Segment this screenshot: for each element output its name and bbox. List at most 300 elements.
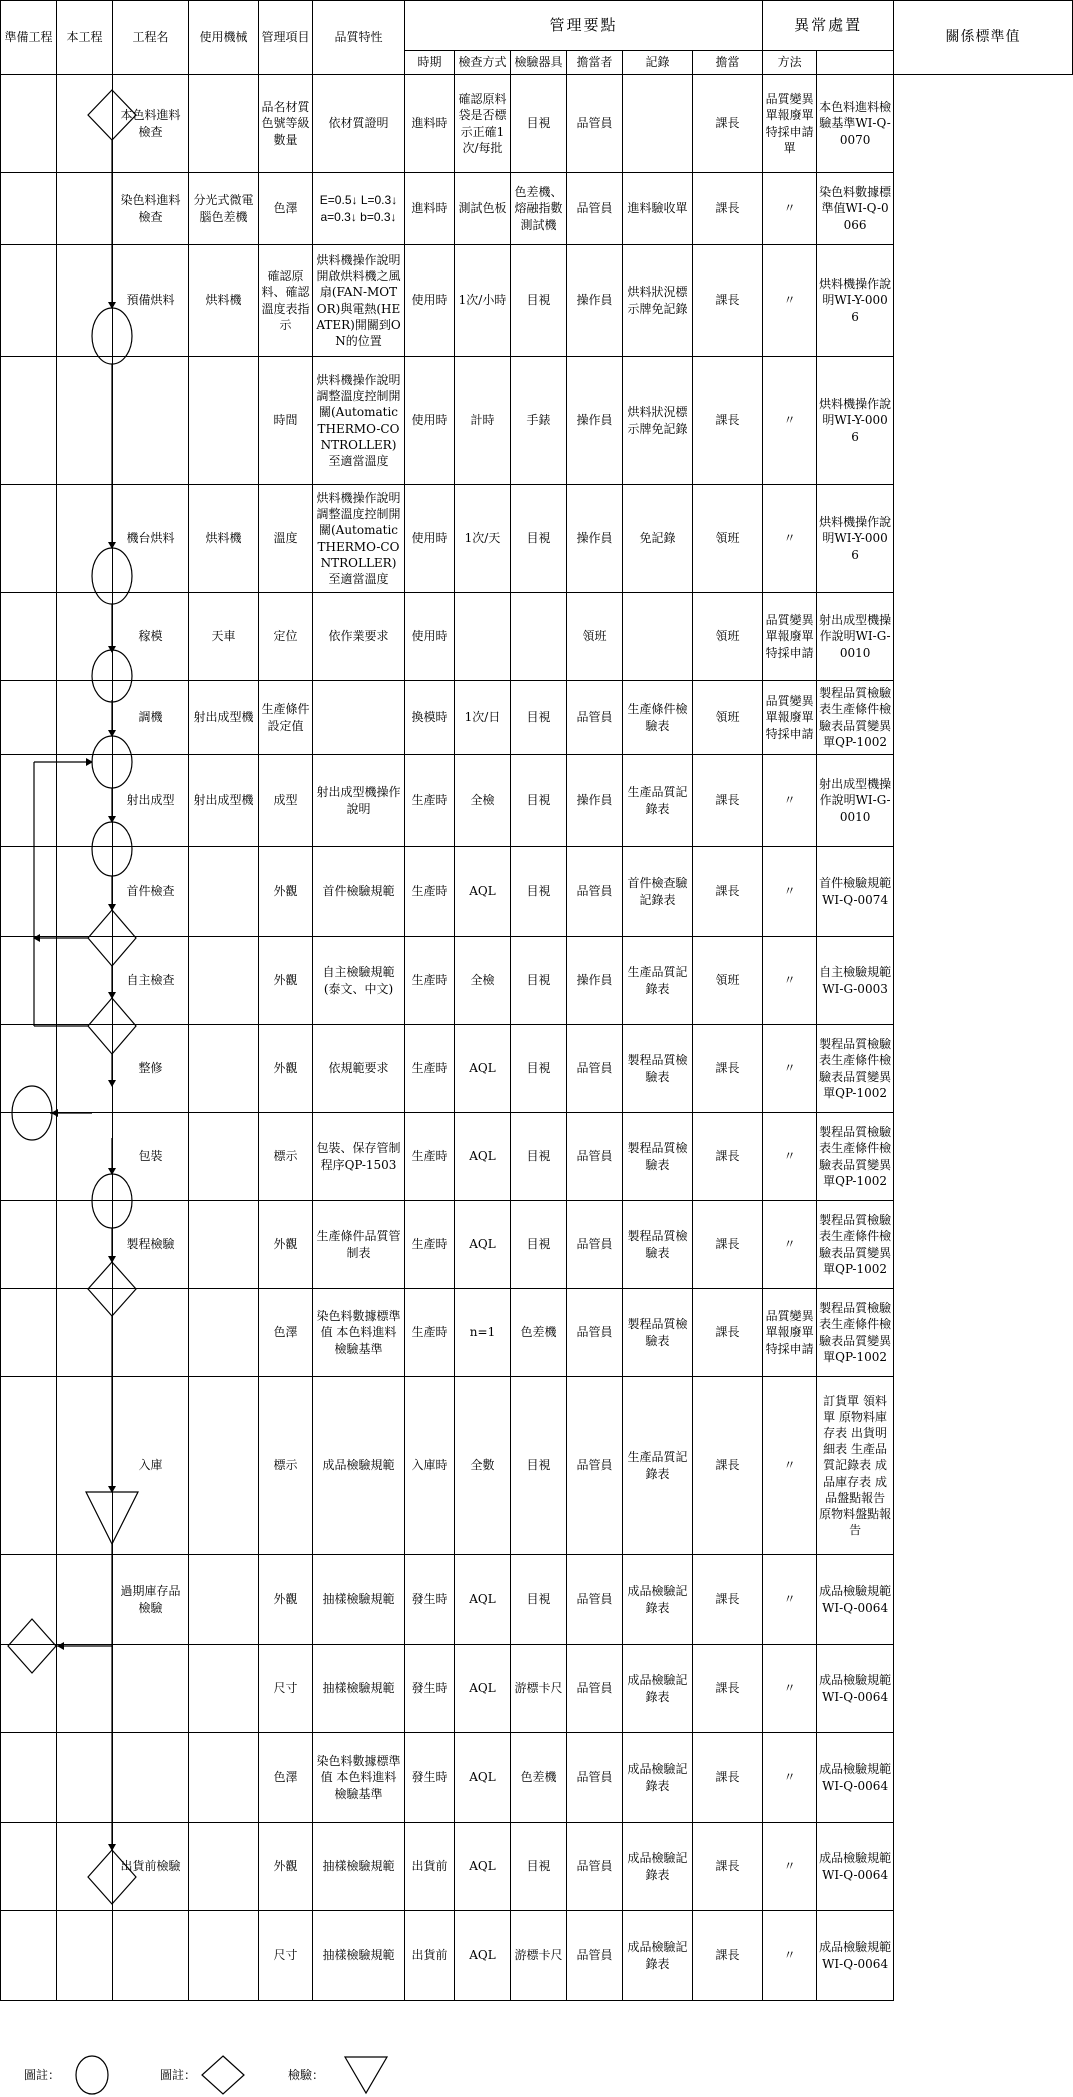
- cell-machine: [189, 1377, 259, 1555]
- table-row: [1, 1289, 1073, 1377]
- header-control-points: 管理要點: [405, 1, 763, 51]
- cell-main: [57, 245, 113, 357]
- cell-person: 品管員: [567, 1555, 623, 1645]
- cell-item: 外觀: [259, 937, 313, 1025]
- cell-std: 烘料機操作說明WI-Y-0006: [817, 245, 894, 357]
- cell-method: 〃: [763, 1555, 817, 1645]
- cell-quality: 染色料數據標準值 本色料進料檢驗基準: [313, 1733, 405, 1823]
- cell-machine: 分光式微電腦色差機: [189, 173, 259, 245]
- cell-resp: 課長: [693, 1289, 763, 1377]
- cell-record: 生產品質記錄表: [623, 937, 693, 1025]
- cell-method: 品質變異單報廢單特採申請: [763, 593, 817, 681]
- legend-triangle-icon: [342, 2054, 390, 2096]
- cell-resp: 課長: [693, 173, 763, 245]
- cell-person: 操作員: [567, 755, 623, 847]
- cell-prep: [1, 485, 57, 593]
- cell-std: 射出成型機操作說明WI-G-0010: [817, 755, 894, 847]
- header-process-name: 工程名: [113, 1, 189, 75]
- cell-quality: 染色料數據標準值 本色料進料檢驗基準: [313, 1289, 405, 1377]
- cell-tool: 目視: [511, 75, 567, 173]
- cell-process: 入庫: [113, 1377, 189, 1555]
- cell-main: [57, 755, 113, 847]
- cell-person: 操作員: [567, 485, 623, 593]
- cell-process: 包裝: [113, 1113, 189, 1201]
- cell-method: 〃: [763, 1911, 817, 2001]
- cell-record: 成品檢驗記錄表: [623, 1733, 693, 1823]
- cell-machine: [189, 1645, 259, 1733]
- cell-person: 品管員: [567, 173, 623, 245]
- cell-process: [113, 1911, 189, 2001]
- cell-period: 換模時: [405, 681, 455, 755]
- cell-resp: 課長: [693, 1025, 763, 1113]
- table-row: [1, 357, 1073, 485]
- table-row: [1, 593, 1073, 681]
- cell-period: 生產時: [405, 1113, 455, 1201]
- cell-period: 發生時: [405, 1645, 455, 1733]
- cell-resp: 課長: [693, 1645, 763, 1733]
- cell-period: 出貨前: [405, 1823, 455, 1911]
- cell-resp: 課長: [693, 755, 763, 847]
- cell-check: AQL: [455, 1555, 511, 1645]
- cell-resp: 領班: [693, 593, 763, 681]
- cell-resp: 課長: [693, 1113, 763, 1201]
- cell-prep: [1, 1377, 57, 1555]
- cell-std: 染色料數據標準值WI-Q-0066: [817, 173, 894, 245]
- cell-process: 稼模: [113, 593, 189, 681]
- cell-quality: 抽樣檢驗規範: [313, 1911, 405, 2001]
- table-row: [1, 755, 1073, 847]
- cell-machine: [189, 357, 259, 485]
- cell-machine: [189, 1733, 259, 1823]
- cell-quality: 抽樣檢驗規範: [313, 1823, 405, 1911]
- cell-process: [113, 1645, 189, 1733]
- cell-quality: 依材質證明: [313, 75, 405, 173]
- cell-tool: 游標卡尺: [511, 1911, 567, 2001]
- cell-tool: 色差機、熔融指數測試機: [511, 173, 567, 245]
- cell-method: 〃: [763, 1377, 817, 1555]
- cell-quality: 烘料機操作說明調整溫度控制開關(Automatic THERMO-CONTROLLER)至適當溫度: [313, 357, 405, 485]
- cell-process: 出貨前檢驗: [113, 1823, 189, 1911]
- cell-main: [57, 357, 113, 485]
- cell-period: 出貨前: [405, 1911, 455, 2001]
- header-abnormal: 異常處置: [763, 1, 894, 51]
- cell-item: 外觀: [259, 1201, 313, 1289]
- cell-prep: [1, 1201, 57, 1289]
- cell-record: 成品檢驗記錄表: [623, 1911, 693, 2001]
- cell-std: 製程品質檢驗表生產條件檢驗表品質變異單QP-1002: [817, 1201, 894, 1289]
- cell-item: 時間: [259, 357, 313, 485]
- cell-person: 品管員: [567, 1201, 623, 1289]
- cell-machine: 烘料機: [189, 485, 259, 593]
- cell-prep: [1, 1823, 57, 1911]
- cell-quality: 烘料機操作說明開啟烘料機之風扇(FAN-MOTOR)與電熱(HEATER)開關到ON的位置: [313, 245, 405, 357]
- cell-quality: 射出成型機操作說明: [313, 755, 405, 847]
- cell-check: 確認原料袋是否標示正確1次/每批: [455, 75, 511, 173]
- cell-period: 使用時: [405, 485, 455, 593]
- cell-period: 入庫時: [405, 1377, 455, 1555]
- cell-tool: 目視: [511, 847, 567, 937]
- cell-prep: [1, 75, 57, 173]
- cell-method: 〃: [763, 847, 817, 937]
- cell-main: [57, 593, 113, 681]
- cell-resp: 課長: [693, 1911, 763, 2001]
- cell-person: 品管員: [567, 1911, 623, 2001]
- header-method: 方法: [763, 51, 817, 75]
- cell-main: [57, 1025, 113, 1113]
- table-row: [1, 1201, 1073, 1289]
- cell-record: 生產品質記錄表: [623, 1377, 693, 1555]
- cell-record: 烘料狀況標示牌免記錄: [623, 245, 693, 357]
- cell-person: 品管員: [567, 681, 623, 755]
- header-resp: 擔當: [693, 51, 763, 75]
- cell-machine: [189, 1555, 259, 1645]
- table-row: [1, 173, 1073, 245]
- cell-machine: [189, 1911, 259, 2001]
- cell-check: AQL: [455, 1733, 511, 1823]
- cell-main: [57, 173, 113, 245]
- table-row: [1, 847, 1073, 937]
- cell-tool: 目視: [511, 1555, 567, 1645]
- cell-person: 品管員: [567, 847, 623, 937]
- cell-check: 1次/日: [455, 681, 511, 755]
- cell-period: 生產時: [405, 1201, 455, 1289]
- table-row: [1, 1645, 1073, 1733]
- cell-prep: [1, 173, 57, 245]
- header-main: 本工程: [57, 1, 113, 75]
- cell-resp: 課長: [693, 245, 763, 357]
- cell-method: 〃: [763, 937, 817, 1025]
- header-person: 擔當者: [567, 51, 623, 75]
- cell-method: 〃: [763, 357, 817, 485]
- cell-resp: 領班: [693, 485, 763, 593]
- header-period: 時期: [405, 51, 455, 75]
- cell-prep: [1, 755, 57, 847]
- cell-check: AQL: [455, 847, 511, 937]
- cell-period: 發生時: [405, 1555, 455, 1645]
- cell-tool: 手錶: [511, 357, 567, 485]
- cell-machine: 射出成型機: [189, 681, 259, 755]
- cell-item: 生產條件設定值: [259, 681, 313, 755]
- cell-main: [57, 1289, 113, 1377]
- cell-process: 製程檢驗: [113, 1201, 189, 1289]
- cell-item: 標示: [259, 1113, 313, 1201]
- cell-check: [455, 593, 511, 681]
- cell-item: 成型: [259, 755, 313, 847]
- cell-record: 成品檢驗記錄表: [623, 1555, 693, 1645]
- cell-method: 品質變異單報廢單特採申請: [763, 1289, 817, 1377]
- header-quality: 品質特性: [313, 1, 405, 75]
- cell-quality: 抽樣檢驗規範: [313, 1555, 405, 1645]
- cell-quality: 依規範要求: [313, 1025, 405, 1113]
- cell-prep: [1, 937, 57, 1025]
- cell-period: 生產時: [405, 937, 455, 1025]
- cell-check: 全數: [455, 1377, 511, 1555]
- cell-resp: 課長: [693, 1823, 763, 1911]
- cell-quality: 包裝、保存管制程序QP-1503: [313, 1113, 405, 1201]
- cell-check: AQL: [455, 1025, 511, 1113]
- cell-record: 生產品質記錄表: [623, 755, 693, 847]
- cell-record: [623, 593, 693, 681]
- cell-record: 成品檢驗記錄表: [623, 1823, 693, 1911]
- table-row: [1, 75, 1073, 173]
- cell-check: AQL: [455, 1911, 511, 2001]
- cell-person: 品管員: [567, 1289, 623, 1377]
- cell-resp: 課長: [693, 1377, 763, 1555]
- cell-machine: 射出成型機: [189, 755, 259, 847]
- cell-quality: 依作業要求: [313, 593, 405, 681]
- cell-item: 溫度: [259, 485, 313, 593]
- cell-std: 成品檢驗規範WI-Q-0064: [817, 1823, 894, 1911]
- cell-quality: 成品檢驗規範: [313, 1377, 405, 1555]
- legend-circle-label: 圖註：: [24, 2068, 61, 2082]
- cell-check: 1次/小時: [455, 245, 511, 357]
- cell-method: 〃: [763, 173, 817, 245]
- cell-item: 尺寸: [259, 1911, 313, 2001]
- cell-process: 調機: [113, 681, 189, 755]
- table-row: [1, 1555, 1073, 1645]
- cell-std: 成品檢驗規範WI-Q-0064: [817, 1555, 894, 1645]
- cell-quality: 抽樣檢驗規範: [313, 1645, 405, 1733]
- cell-item: 外觀: [259, 1555, 313, 1645]
- cell-method: 〃: [763, 1025, 817, 1113]
- cell-main: [57, 681, 113, 755]
- cell-quality: 生產條件品質管制表: [313, 1201, 405, 1289]
- cell-resp: 課長: [693, 1733, 763, 1823]
- cell-record: 製程品質檢驗表: [623, 1025, 693, 1113]
- cell-person: 操作員: [567, 245, 623, 357]
- cell-process: [113, 1733, 189, 1823]
- cell-check: 全檢: [455, 937, 511, 1025]
- cell-period: 生產時: [405, 1289, 455, 1377]
- cell-prep: [1, 1113, 57, 1201]
- cell-resp: 課長: [693, 1555, 763, 1645]
- cell-main: [57, 485, 113, 593]
- table-row: [1, 1823, 1073, 1911]
- cell-method: 〃: [763, 485, 817, 593]
- cell-std: 製程品質檢驗表生產條件檢驗表品質變異單QP-1002: [817, 1289, 894, 1377]
- cell-period: 使用時: [405, 245, 455, 357]
- cell-check: 全檢: [455, 755, 511, 847]
- cell-resp: 領班: [693, 681, 763, 755]
- cell-std: 烘料機操作說明WI-Y-0006: [817, 357, 894, 485]
- cell-item: 外觀: [259, 1025, 313, 1113]
- cell-record: 成品檢驗記錄表: [623, 1645, 693, 1733]
- cell-main: [57, 1201, 113, 1289]
- header-record: 記錄: [623, 51, 693, 75]
- cell-period: 使用時: [405, 357, 455, 485]
- cell-process: [113, 1289, 189, 1377]
- cell-machine: [189, 1025, 259, 1113]
- cell-std: 自主檢驗規範WI-G-0003: [817, 937, 894, 1025]
- cell-std: 射出成型機操作說明WI-G-0010: [817, 593, 894, 681]
- cell-main: [57, 1377, 113, 1555]
- cell-record: 生產條件檢驗表: [623, 681, 693, 755]
- cell-machine: [189, 1823, 259, 1911]
- cell-quality: 自主檢驗規範(泰文、中文): [313, 937, 405, 1025]
- cell-check: AQL: [455, 1823, 511, 1911]
- cell-prep: [1, 1025, 57, 1113]
- header-machine: 使用機械: [189, 1, 259, 75]
- cell-process: 本色料進料檢查: [113, 75, 189, 173]
- cell-machine: 天車: [189, 593, 259, 681]
- cell-item: 標示: [259, 1377, 313, 1555]
- cell-main: [57, 75, 113, 173]
- cell-process: 整修: [113, 1025, 189, 1113]
- cell-machine: [189, 75, 259, 173]
- cell-person: 操作員: [567, 357, 623, 485]
- cell-period: 生產時: [405, 1025, 455, 1113]
- cell-check: 計時: [455, 357, 511, 485]
- cell-record: 製程品質檢驗表: [623, 1113, 693, 1201]
- table-row: [1, 937, 1073, 1025]
- cell-period: 進料時: [405, 75, 455, 173]
- cell-method: 〃: [763, 1201, 817, 1289]
- cell-std: 訂貨單 領料單 原物料庫存表 出貨明細表 生產品質記錄表 成品庫存表 成品盤點報告 原物料盤點報告: [817, 1377, 894, 1555]
- cell-resp: 課長: [693, 75, 763, 173]
- cell-main: [57, 1733, 113, 1823]
- table-row: [1, 245, 1073, 357]
- cell-record: 烘料狀況標示牌免記錄: [623, 357, 693, 485]
- cell-person: 品管員: [567, 1645, 623, 1733]
- cell-item: 色澤: [259, 1289, 313, 1377]
- cell-resp: 課長: [693, 847, 763, 937]
- cell-person: 品管員: [567, 1733, 623, 1823]
- cell-person: 品管員: [567, 1823, 623, 1911]
- cell-check: AQL: [455, 1645, 511, 1733]
- cell-std: 製程品質檢驗表生產條件檢驗表品質變異單QP-1002: [817, 1113, 894, 1201]
- cell-std: 成品檢驗規範WI-Q-0064: [817, 1645, 894, 1733]
- table-row: [1, 1733, 1073, 1823]
- cell-main: [57, 1823, 113, 1911]
- cell-std: 製程品質檢驗表生產條件檢驗表品質變異單QP-1002: [817, 1025, 894, 1113]
- cell-period: 發生時: [405, 1733, 455, 1823]
- cell-tool: 目視: [511, 485, 567, 593]
- legend-diamond-icon: [200, 2054, 246, 2096]
- cell-resp: 課長: [693, 357, 763, 485]
- cell-prep: [1, 245, 57, 357]
- cell-std: 成品檢驗規範WI-Q-0064: [817, 1911, 894, 2001]
- cell-machine: [189, 847, 259, 937]
- cell-prep: [1, 1555, 57, 1645]
- cell-resp: 領班: [693, 937, 763, 1025]
- cell-machine: [189, 1201, 259, 1289]
- cell-record: 首件檢查驗記錄表: [623, 847, 693, 937]
- cell-record: [623, 75, 693, 173]
- cell-tool: [511, 593, 567, 681]
- cell-tool: 目視: [511, 1823, 567, 1911]
- cell-quality: E=0.5↓ L=0.3↓ a=0.3↓ b=0.3↓: [313, 173, 405, 245]
- cell-prep: [1, 847, 57, 937]
- cell-process: 機台烘料: [113, 485, 189, 593]
- cell-check: 測試色板: [455, 173, 511, 245]
- cell-method: 〃: [763, 755, 817, 847]
- cell-tool: 目視: [511, 1025, 567, 1113]
- header-prep: 準備工程: [1, 1, 57, 75]
- header-check-method: 檢查方式: [455, 51, 511, 75]
- cell-machine: 烘料機: [189, 245, 259, 357]
- cell-prep: [1, 681, 57, 755]
- table-row: [1, 1025, 1073, 1113]
- legend-triangle-label: 檢驗：: [288, 2068, 325, 2082]
- cell-item: 色澤: [259, 1733, 313, 1823]
- cell-method: 〃: [763, 1823, 817, 1911]
- cell-method: 品質變異單報廢單特採申請: [763, 681, 817, 755]
- cell-person: 品管員: [567, 75, 623, 173]
- cell-period: 使用時: [405, 593, 455, 681]
- cell-resp: 課長: [693, 1201, 763, 1289]
- cell-machine: [189, 937, 259, 1025]
- cell-process: 預備烘料: [113, 245, 189, 357]
- cell-period: 生產時: [405, 755, 455, 847]
- legend-circle-icon: [72, 2054, 112, 2096]
- cell-person: 品管員: [567, 1377, 623, 1555]
- cell-main: [57, 937, 113, 1025]
- cell-person: 操作員: [567, 937, 623, 1025]
- cell-prep: [1, 1911, 57, 2001]
- cell-process: 染色料進料檢查: [113, 173, 189, 245]
- cell-process: 自主檢查: [113, 937, 189, 1025]
- header-mgmt-item: 管理項目: [259, 1, 313, 75]
- table-row: [1, 1911, 1073, 2001]
- cell-quality: 烘料機操作說明調整溫度控制開關(Automatic THERMO-CONTROLLER)至適當溫度: [313, 485, 405, 593]
- cell-main: [57, 1911, 113, 2001]
- cell-prep: [1, 593, 57, 681]
- cell-item: 定位: [259, 593, 313, 681]
- cell-tool: 目視: [511, 1113, 567, 1201]
- cell-tool: 游標卡尺: [511, 1645, 567, 1733]
- cell-method: 〃: [763, 245, 817, 357]
- cell-quality: [313, 681, 405, 755]
- cell-process: 過期庫存品檢驗: [113, 1555, 189, 1645]
- cell-prep: [1, 357, 57, 485]
- cell-process: [113, 357, 189, 485]
- cell-tool: 目視: [511, 937, 567, 1025]
- cell-period: 生產時: [405, 847, 455, 937]
- legend: [0, 2052, 1073, 2097]
- cell-item: 品名材質色號等級數量: [259, 75, 313, 173]
- cell-process: 射出成型: [113, 755, 189, 847]
- table-row: [1, 485, 1073, 593]
- cell-tool: 色差機: [511, 1733, 567, 1823]
- cell-prep: [1, 1733, 57, 1823]
- cell-record: 進料驗收單: [623, 173, 693, 245]
- cell-std: 本色料進料檢驗基準WI-Q-0070: [817, 75, 894, 173]
- cell-person: 品管員: [567, 1113, 623, 1201]
- cell-tool: 目視: [511, 1377, 567, 1555]
- cell-period: 進料時: [405, 173, 455, 245]
- cell-process: 首件檢查: [113, 847, 189, 937]
- cell-std: 製程品質檢驗表生產條件檢驗表品質變異單QP-1002: [817, 681, 894, 755]
- table-row: [1, 1377, 1073, 1555]
- cell-item: 確認原料、確認溫度表指示: [259, 245, 313, 357]
- cell-record: 製程品質檢驗表: [623, 1201, 693, 1289]
- cell-main: [57, 1555, 113, 1645]
- cell-main: [57, 847, 113, 937]
- cell-std: 成品檢驗規範WI-Q-0064: [817, 1733, 894, 1823]
- cell-record: 免記錄: [623, 485, 693, 593]
- header-tool: 檢驗器具: [511, 51, 567, 75]
- cell-check: AQL: [455, 1201, 511, 1289]
- cell-main: [57, 1645, 113, 1733]
- cell-quality: 首件檢驗規範: [313, 847, 405, 937]
- cell-check: AQL: [455, 1113, 511, 1201]
- cell-item: 外觀: [259, 1823, 313, 1911]
- legend-diamond-label: 圖註：: [160, 2068, 197, 2082]
- cell-machine: [189, 1113, 259, 1201]
- cell-tool: 色差機: [511, 1289, 567, 1377]
- cell-tool: 目視: [511, 245, 567, 357]
- cell-tool: 目視: [511, 681, 567, 755]
